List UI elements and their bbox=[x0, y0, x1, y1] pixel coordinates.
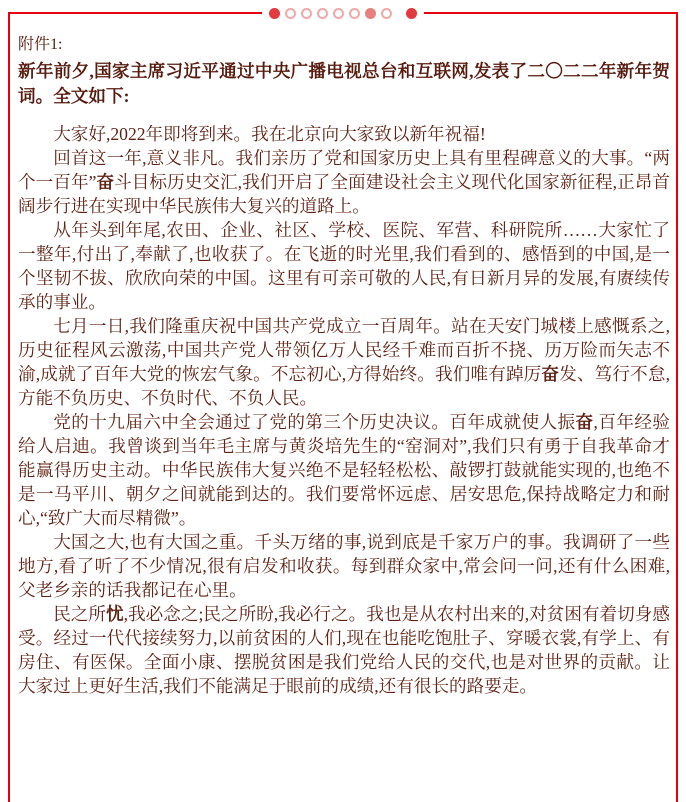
lead-paragraph: 新年前夕,国家主席习近平通过中央广播电视总台和互联网,发表了二〇二二年新年贺词。全文如下: bbox=[18, 61, 670, 106]
dot-solid bbox=[269, 8, 280, 19]
attachment-label: 附件1: bbox=[18, 36, 63, 53]
dot-hollow bbox=[317, 8, 328, 19]
document-frame bbox=[8, 12, 678, 802]
dot-solid-light bbox=[365, 8, 376, 19]
paragraph: 从年头到年尾,农田、企业、社区、学校、医院、军营、科研院所……大家忙了一整年,付出了,奉献了,也收获了。在飞逝的时光里,我们看到的、感悟到的中国,是一个坚韧不拔、欣欣向荣的中国。这里有可亲可敬的人民,有日新月异的发展,有赓续传承的事业。 bbox=[18, 220, 670, 312]
paragraph: 大国之大,也有大国之重。千头万绪的事,说到底是千家万户的事。我调研了一些地方,看了听了不少情况,很有启发和收获。每到群众家中,常会问一问,还有什么困难,父老乡亲的话我都记在心里。 bbox=[18, 532, 670, 600]
dot-hollow bbox=[333, 8, 344, 19]
dot-solid-end bbox=[406, 8, 417, 19]
pagination-dots bbox=[262, 7, 424, 20]
paragraph: 七月一日,我们隆重庆祝中国共产党成立一百周年。站在天安门城楼上感慨系之,历史征程风云激荡,中国共产党人带领亿万人民经千难而百折不挠、历万险而矢志不渝,成就了百年大党的恢宏气象。不忘初心,方得始终。我们唯有踔厉奋发、笃行不怠,方能不负历史、不负时代、不负人民。 bbox=[18, 316, 670, 408]
dot-hollow bbox=[301, 8, 312, 19]
dot-hollow bbox=[285, 8, 296, 19]
article-body bbox=[18, 122, 670, 698]
dot-hollow bbox=[349, 8, 360, 19]
paragraph: 民之所忧,我必念之;民之所盼,我必行之。我也是从农村出来的,对贫困有着切身感受。经过一代代接续努力,以前贫困的人们,现在也能吃饱肚子、穿暖衣裳,有学上、有房住、有医保。全面小康、摆脱贫困是我们党给人民的交代,也是对世界的贡献。让大家过上更好生活,我们不能满足于眼前的成绩,还有很长的路要走。 bbox=[18, 604, 670, 696]
paragraph: 回首这一年,意义非凡。我们亲历了党和国家历史上具有里程碑意义的大事。“两个一百年”奋斗目标历史交汇,我们开启了全面建设社会主义现代化国家新征程,正昂首阔步行进在实现中华民族伟大复兴的道路上。 bbox=[18, 148, 670, 216]
dot-hollow bbox=[381, 8, 392, 19]
paragraph: 党的十九届六中全会通过了党的第三个历史决议。百年成就使人振奋,百年经验给人启迪。我曾谈到当年毛主席与黄炎培先生的“窑洞对”,我们只有勇于自我革命才能赢得历史主动。中华民族伟大复兴绝不是轻轻松松、敲锣打鼓就能实现的,也绝不是一马平川、朝夕之间就能到达的。我们要常怀远虑、居安思危,保持战略定力和耐心,“致广大而尽精微”。 bbox=[18, 412, 670, 528]
paragraph: 大家好,2022年即将到来。我在北京向大家致以新年祝福! bbox=[53, 124, 486, 144]
document-content bbox=[10, 14, 676, 698]
